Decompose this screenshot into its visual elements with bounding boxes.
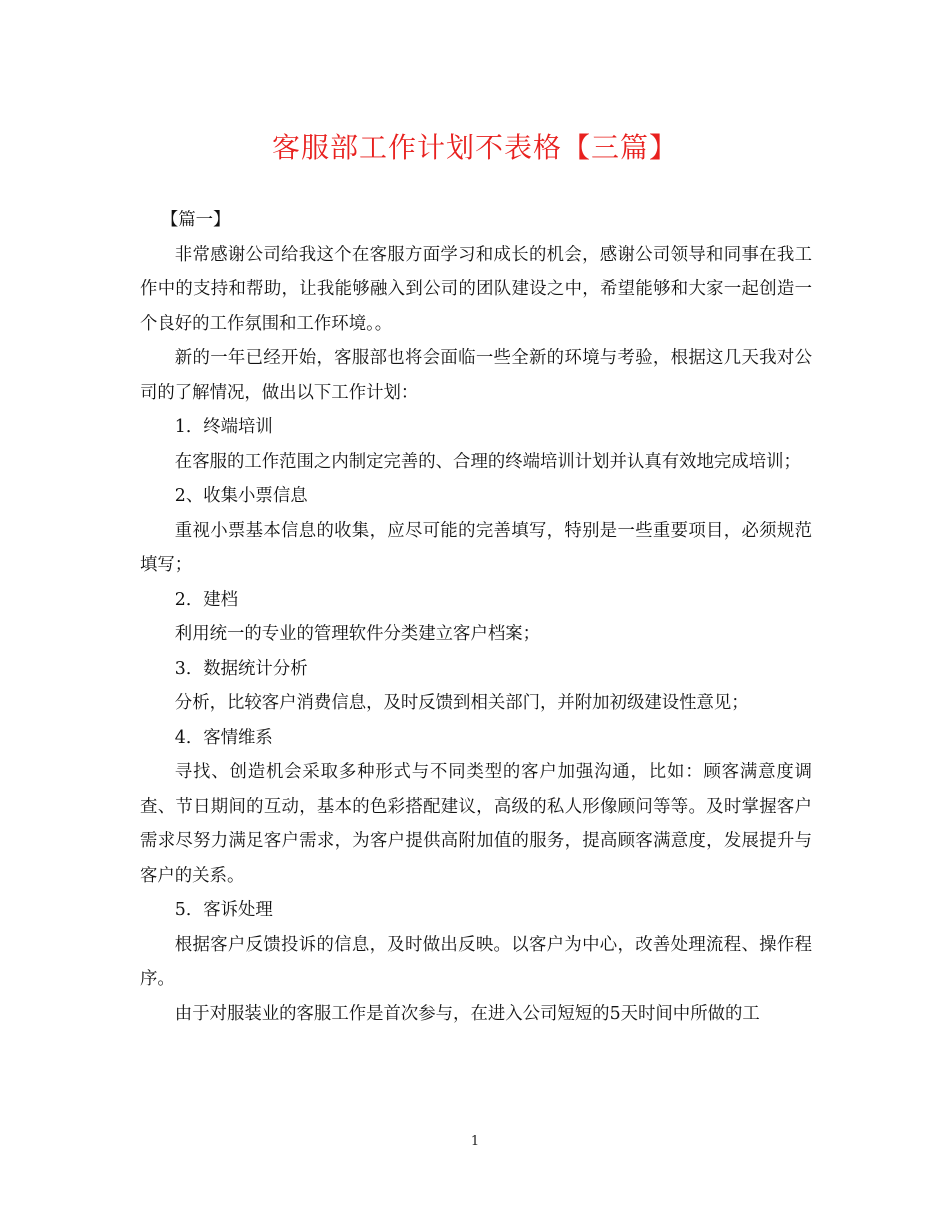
document-title: 客服部工作计划不表格【三篇】 — [271, 131, 678, 164]
paragraph-closing: 由于对服装业的客服工作是首次参与，在进入公司短短的5天时间中所做的工 — [174, 1003, 760, 1024]
document-body — [140, 203, 812, 1031]
paragraph-plan-intro: 新的一年已经开始，客服部也将会面临一些全新的环境与考验，根据这几天我对公司的了解情况，做出以下工作计划： — [140, 348, 812, 403]
item-heading-terminal-training: 1．终端培训 — [174, 417, 273, 437]
paragraph-complaint-handling: 根据客户反馈投诉的信息，及时做出反映。以客户为中心，改善处理流程、操作程序。 — [140, 934, 812, 989]
paragraph-data-analysis: 分析，比较客户消费信息，及时反馈到相关部门，并附加初级建设性意见； — [174, 693, 749, 713]
item-heading-complaint-handling: 5．客诉处理 — [174, 900, 273, 920]
paragraph-intro: 非常感谢公司给我这个在客服方面学习和成长的机会，感谢公司领导和同事在我工作中的支持和帮助，让我能够融入到公司的团队建设之中，希望能够和大家一起创造一个良好的工作氛围和工作环境。。 — [140, 244, 812, 334]
paragraph-filing: 利用统一的专业的管理软件分类建立客户档案； — [174, 624, 541, 644]
paragraph-receipt-info: 重视小票基本信息的收集，应尽可能的完善填写，特别是一些重要项目，必须规范填写； — [140, 520, 812, 575]
section-heading: 【篇一】 — [160, 210, 231, 230]
item-heading-customer-relations: 4．客情维系 — [174, 727, 273, 748]
item-heading-data-analysis: 3．数据统计分析 — [174, 658, 308, 679]
page-number: 1 — [470, 1134, 480, 1149]
paragraph-terminal-training: 在客服的工作范围之内制定完善的、合理的终端培训计划并认真有效地完成培训； — [174, 451, 801, 472]
item-heading-filing: 2．建档 — [174, 589, 239, 610]
item-heading-receipt-info: 2、收集小票信息 — [174, 486, 308, 506]
paragraph-customer-relations: 寻找、创造机会采取多种形式与不同类型的客户加强沟通，比如：顾客满意度调查、节日期间的互动，基本的色彩搭配建议，高级的私人形像顾问等等。及时掌握客户需求尽努力满足客户需求，为客户提供高附加值的服务，提高顾客满意度，发展提升与客户的关系。 — [140, 762, 812, 886]
